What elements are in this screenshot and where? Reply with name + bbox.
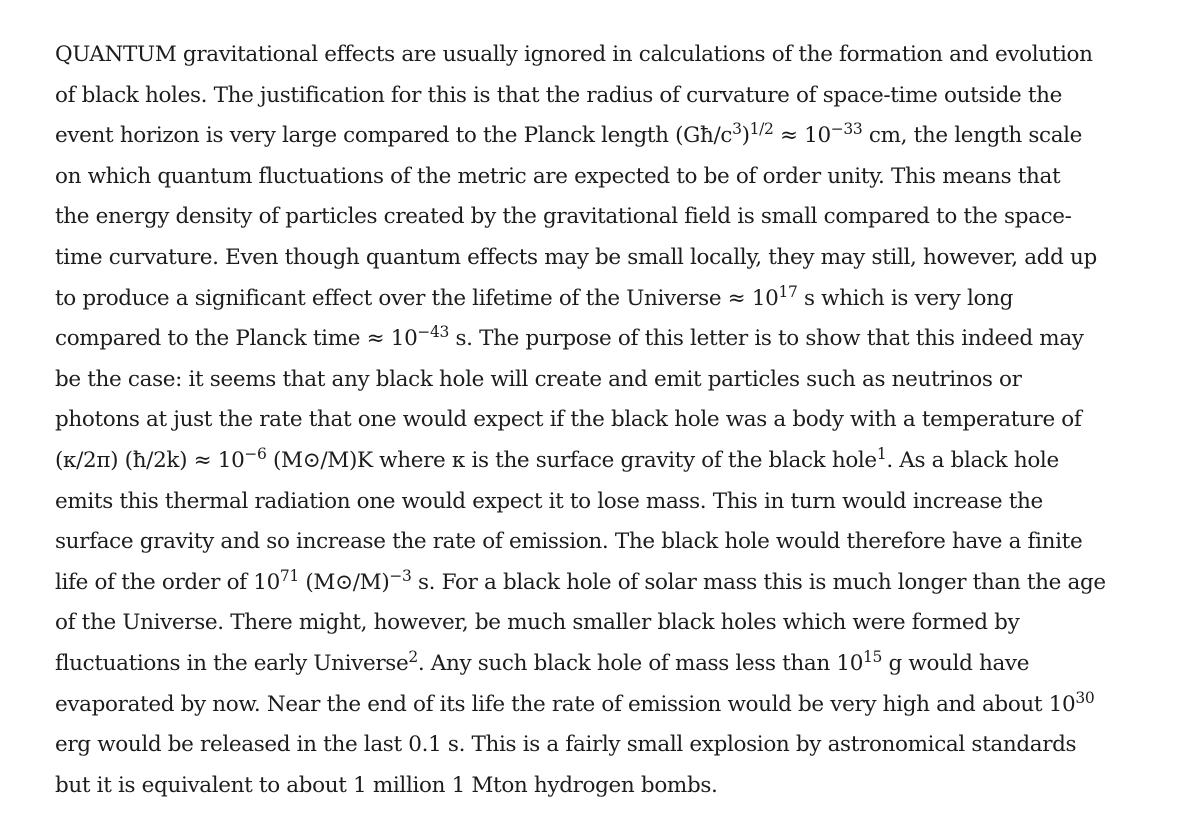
superscript: −3 [389,566,412,585]
superscript: −33 [830,120,863,139]
text-run: of the Universe. There might, however, be much smaller black holes which were formed by [55,610,1020,636]
text-run: compared to the Planck time ≈ 10 [55,326,418,352]
superscript: 15 [863,648,883,667]
paragraph-line [55,35,1165,76]
paper-paragraph [55,35,1165,806]
superscript: 17 [778,282,798,301]
text-run: on which quantum fluctuations of the metric are expected to be of order unity. This means that [55,163,1061,189]
paragraph-line [55,400,1165,441]
text-run: ≈ 10 [773,123,831,149]
text-run: photons at just the rate that one would expect if the black hole was a body with a temperature of [55,407,1082,433]
text-run: emits this thermal radiation one would expect it to lose mass. This in turn would increase the [55,488,1043,514]
paragraph-line [55,76,1165,117]
paragraph-line [55,644,1165,685]
text-run: time curvature. Even though quantum effects may be small locally, they may still, however, add up [55,244,1097,270]
text-run: event horizon is very large compared to the Planck length (Għ/c [55,123,733,149]
text-run: (M⊙/M) [298,569,390,595]
paragraph-line [55,319,1165,360]
paragraph-line [55,157,1165,198]
text-run: . As a black hole [886,447,1059,473]
paragraph-line [55,116,1165,157]
superscript: 1/2 [749,120,774,139]
superscript: 71 [279,566,299,585]
text-run: s. For a black hole of solar mass this is much longer than the age [411,569,1106,595]
paragraph-line [55,522,1165,563]
text-run: (κ/2π) (ħ/2k) ≈ 10 [55,447,245,473]
paragraph-line [55,360,1165,401]
paragraph-line [55,603,1165,644]
paragraph-line [55,482,1165,523]
paragraph-line [55,725,1165,766]
text-run: s. The purpose of this letter is to show that this indeed may [449,326,1084,352]
text-run: g would have [882,650,1030,676]
paragraph-line [55,238,1165,279]
text-run: s which is very long [797,285,1013,311]
paragraph-line [55,279,1165,320]
superscript: 30 [1075,688,1095,707]
text-run: (M⊙/M)K where κ is the surface gravity of the black hole [266,447,877,473]
paragraph-line [55,197,1165,238]
text-run: life of the order of 10 [55,569,280,595]
text-run: to produce a significant effect over the lifetime of the Universe ≈ 10 [55,285,779,311]
text-run: but it is equivalent to about 1 million 1 Mton hydrogen bombs. [55,772,718,798]
text-run: QUANTUM gravitational effects are usually ignored in calculations of the formation and evolution [55,42,1093,67]
text-run: . Any such black hole of mass less than 10 [417,650,864,676]
text-run: evaporated by now. Near the end of its life the rate of emission would be very high and about 10 [55,691,1076,717]
reference-superscript: 1 [876,445,887,464]
text-run: be the case: it seems that any black hole will create and emit particles such as neutrinos or [55,366,1022,392]
text-run: the energy density of particles created by the gravitational field is small compared to the space- [55,204,1072,230]
text-run: of black holes. The justification for this is that the radius of curvature of space-time outside the [55,82,1062,108]
paragraph-line [55,563,1165,604]
superscript: −43 [417,323,450,342]
superscript: −6 [244,445,267,464]
superscript: 3 [732,120,742,139]
paragraph-line [55,766,1165,807]
text-run: surface gravity and so increase the rate of emission. The black hole would therefore have a finite [55,529,1083,555]
paragraph-line [55,441,1165,482]
paragraph-line [55,685,1165,726]
text-run: cm, the length scale [862,123,1083,149]
reference-superscript: 2 [408,648,418,667]
text-run: ) [741,123,750,149]
text-run: erg would be released in the last 0.1 s. This is a fairly small explosion by astronomical standards [55,732,1077,758]
text-run: fluctuations in the early Universe [55,650,409,676]
